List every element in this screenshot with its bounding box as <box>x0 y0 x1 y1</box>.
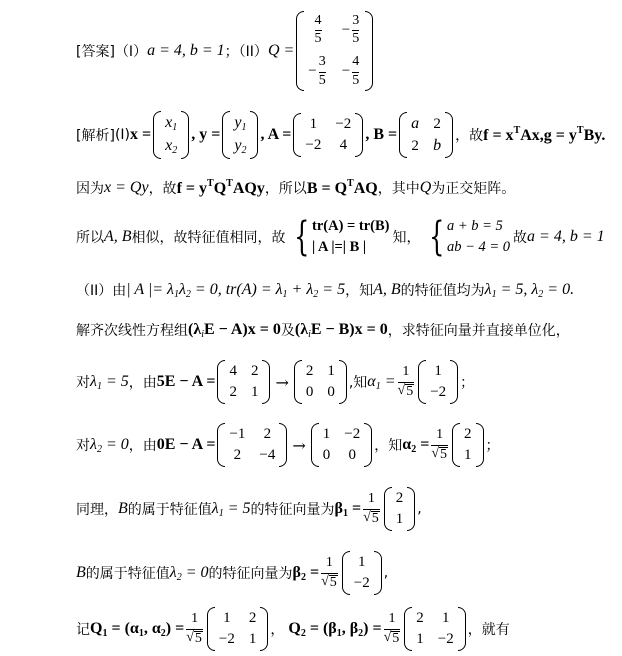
y-vector: $y_1$ $y_2$ <box>222 111 258 159</box>
b-matrix: a 2 2 b <box>399 112 453 158</box>
ab-system: { a + b = 5 ab − 4 = 0 <box>428 214 511 260</box>
q-label: Q = <box>267 42 295 59</box>
analysis-line-4: （II）由 | A |= $\lambda_1\lambda_2 = 0$, $tr(A) = \lambda_1 + \lambda_2 = 5$ ，知 A, B 的特征值均为 $\lambda_1 = 5$, $\lambda_2 = 0$. <box>76 280 575 300</box>
arrow-icon: → <box>292 435 306 455</box>
a-matrix: 1 −2 −2 4 <box>293 113 363 157</box>
answer-tag: [答案] <box>76 44 115 60</box>
part-one-answer: a = 4, b = 1 <box>147 42 225 59</box>
analysis-line-5: 解齐次线性方程组 $(\lambda_iE - A)x = 0$ 及 $(\lambda_iE - B)x = 0$ ，求特征向量并直接单位化， <box>76 320 570 340</box>
analysis-line-2: 因为 x = Qy ，故 $f = y^TQ^TAQy$ ，所以 $B = Q^TAQ$ ，其中 Q 为正交矩阵。 <box>76 178 516 197</box>
analysis-line-8: 同理， B 的属于特征值 $\lambda_1 = 5$ 的特征向量为 $\beta_1$ = 1 √ 5 2 1 , <box>76 484 622 534</box>
q-matrix: $\frac{4}{5}$ − $\frac{3}{5}$ − $\frac{3}{5}$ − $\frac{4}{5}$ <box>296 11 373 92</box>
analysis-line-3: 所以 A, B 相似，故特征值相同，故 { tr(A) = tr(B) | A |=| B | 知， { a + b = 5 ab − 4 = 0 故 a = 4, b = 1 <box>76 214 605 260</box>
analysis-tag: [解析] <box>76 128 115 144</box>
part-two-label: ；（II） <box>224 44 268 60</box>
analysis-line-6: 对 $\lambda_1 = 5$ ，由 5E − A = 4 2 2 1 → 2 1 0 0 ,知 $\alpha_1$ = 1 √ 5 1 −2 ； <box>76 357 622 407</box>
analysis-line-7: 对 $\lambda_2 = 0$ ，由 0E − A = −1 2 2 −4 → 1 −2 0 0 ，知 $\alpha_2$ = 1 √ 5 2 1 ； <box>76 420 622 470</box>
analysis-line-1: [解析] (I) x = $x_1$ $x_2$ , y = $y_1$ $y_2$ , A = 1 −2 −2 4 , B = a 2 2 b ，故 $f = x^TAx$, $g = y^TBy$. <box>76 110 622 160</box>
arrow-icon: → <box>275 372 289 392</box>
part-one-label: （I） <box>114 44 148 60</box>
trace-det-system: { tr(A) = tr(B) | A |=| B | <box>293 214 390 260</box>
answer-line <box>76 8 622 94</box>
analysis-line-9: B 的属于特征值 $\lambda_2 = 0$ 的特征向量为 $\beta_2$ = 1 √ 5 1 −2 , <box>76 548 622 598</box>
analysis-line-10: 记 $Q_1 = (\alpha_1$, $\alpha_2$) = 1 √ 5 1 2 −2 1 ， $Q_2 = (\beta_1$, $\beta_2$) = 1 √ 5 2 1 1 −2 ，就有 <box>76 604 622 654</box>
x-vector: $x_1$ $x_2$ <box>153 111 189 159</box>
